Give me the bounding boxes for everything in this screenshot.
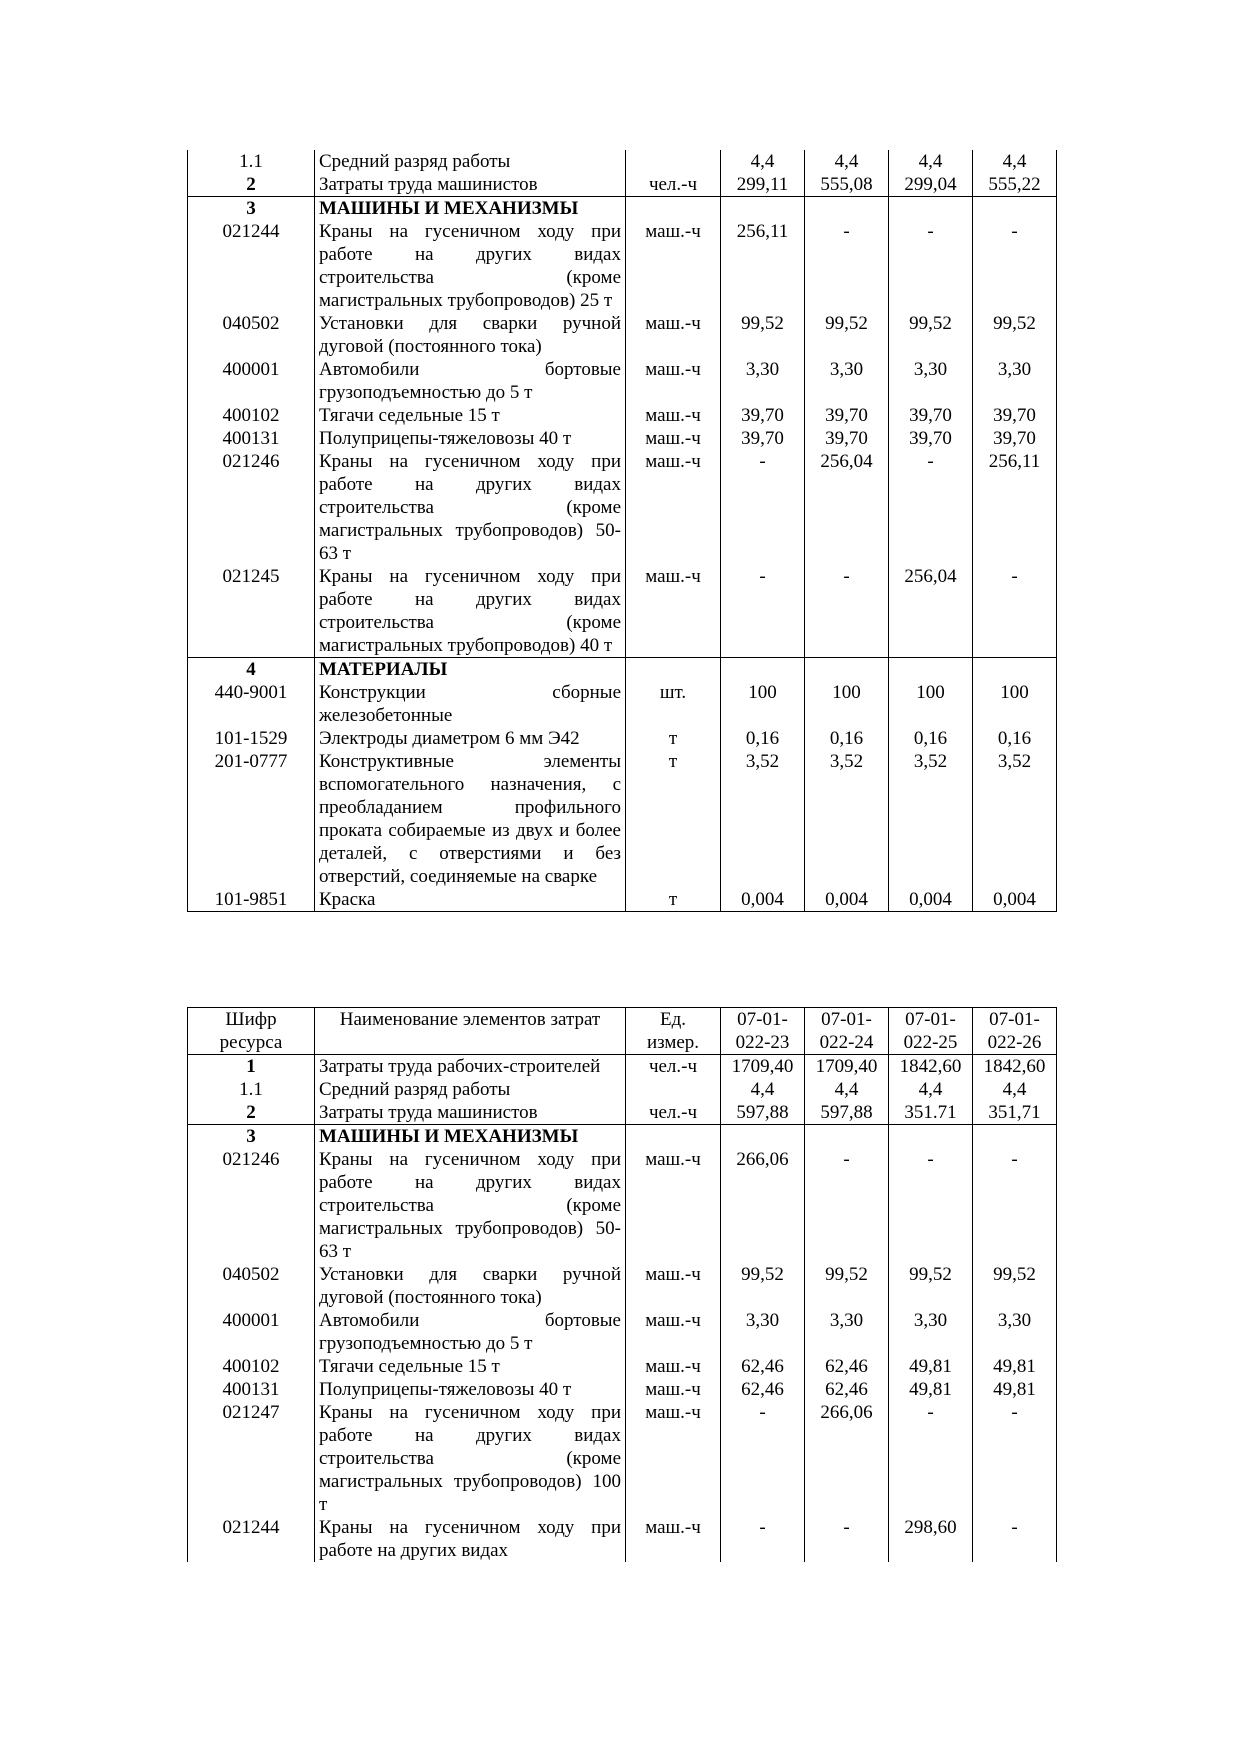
value-022-26: 99,52 xyxy=(973,1263,1057,1309)
value-022-20: 100 xyxy=(805,681,889,727)
value-022-26: 49,81 xyxy=(973,1378,1057,1401)
unit: маш.-ч xyxy=(626,450,721,565)
table-row xyxy=(188,1101,1057,1125)
resource-name: Средний разряд работы xyxy=(315,1078,626,1101)
resource-name: Затраты труда машинистов xyxy=(315,1101,626,1125)
value-022-20: 4,4 xyxy=(805,150,889,173)
resource-code: 440-9001 xyxy=(188,681,315,727)
value-022-22: 0,004 xyxy=(973,888,1057,912)
value-022-24: - xyxy=(805,1516,889,1562)
header-col-022-24: 07-01- 022-24 xyxy=(805,1008,889,1055)
value-022-21: 3,30 xyxy=(889,358,973,404)
value-022-22: 3,30 xyxy=(973,358,1057,404)
resource-code: 021244 xyxy=(188,1516,315,1562)
value-022-19: - xyxy=(721,565,805,658)
value-022-24: 99,52 xyxy=(805,1263,889,1309)
section-row xyxy=(188,197,1057,221)
table-row xyxy=(188,565,1057,658)
resource-name: Тягачи седельные 15 т xyxy=(315,404,626,427)
value-022-22: - xyxy=(973,565,1057,658)
value-022-22: 3,52 xyxy=(973,750,1057,888)
value-022-25: 99,52 xyxy=(889,1263,973,1309)
table-header-row xyxy=(188,1008,1057,1055)
value-022-20: - xyxy=(805,565,889,658)
resource-code: 021244 xyxy=(188,220,315,312)
value-022-21: 39,70 xyxy=(889,404,973,427)
resource-name: Полуприцепы-тяжеловозы 40 т xyxy=(315,427,626,450)
value-022-19: 299,11 xyxy=(721,173,805,197)
value-022-21: 99,52 xyxy=(889,312,973,358)
resource-name: Краны на гусеничном ходу при работе на других видах строительства (кроме магистральных трубопроводов) 100 т xyxy=(315,1401,626,1516)
table-row xyxy=(188,1516,1057,1562)
value-022-26: 1842,60 xyxy=(973,1055,1057,1079)
resource-code: 040502 xyxy=(188,312,315,358)
unit: чел.-ч xyxy=(626,1101,721,1125)
value-022-21: 256,04 xyxy=(889,565,973,658)
value-022-19: 99,52 xyxy=(721,312,805,358)
section-code: 4 xyxy=(188,658,315,682)
resource-code: 2 xyxy=(188,173,315,197)
value-022-24: 4,4 xyxy=(805,1078,889,1101)
table-row xyxy=(188,358,1057,404)
table-row xyxy=(188,450,1057,565)
value-022-25: - xyxy=(889,1148,973,1263)
value-022-23: 62,46 xyxy=(721,1378,805,1401)
section-title: МАШИНЫ И МЕХАНИЗМЫ xyxy=(315,1125,626,1149)
value-022-20: 0,004 xyxy=(805,888,889,912)
resource-name: Средний разряд работы xyxy=(315,150,626,173)
unit: т xyxy=(626,727,721,750)
value-022-20: 3,30 xyxy=(805,358,889,404)
header-unit: Ед. измер. xyxy=(626,1008,721,1055)
table-row xyxy=(188,888,1057,912)
value-022-22: 39,70 xyxy=(973,427,1057,450)
value-022-25: 49,81 xyxy=(889,1378,973,1401)
resource-name: Краны на гусеничном ходу при работе на других видах строительства (кроме магистральных трубопроводов) 50-63 т xyxy=(315,1148,626,1263)
unit: шт. xyxy=(626,681,721,727)
value-022-22: 99,52 xyxy=(973,312,1057,358)
unit: маш.-ч xyxy=(626,565,721,658)
value-022-21: 39,70 xyxy=(889,427,973,450)
value-022-22: - xyxy=(973,220,1057,312)
unit: маш.-ч xyxy=(626,1309,721,1355)
value-022-19: 4,4 xyxy=(721,150,805,173)
value-022-22: 0,16 xyxy=(973,727,1057,750)
resource-name: Электроды диаметром 6 мм Э42 xyxy=(315,727,626,750)
value-022-22: 4,4 xyxy=(973,150,1057,173)
header-col-022-23: 07-01- 022-23 xyxy=(721,1008,805,1055)
resource-code: 021246 xyxy=(188,450,315,565)
unit: маш.-ч xyxy=(626,1378,721,1401)
value-022-20: 555,08 xyxy=(805,173,889,197)
table-row xyxy=(188,312,1057,358)
resource-name: Установки для сварки ручной дуговой (постоянного тока) xyxy=(315,1263,626,1309)
section-row xyxy=(188,1125,1057,1149)
value-022-21: 100 xyxy=(889,681,973,727)
resource-name: Конструкции сборные железобетонные xyxy=(315,681,626,727)
value-022-25: 4,4 xyxy=(889,1078,973,1101)
unit: т xyxy=(626,750,721,888)
unit: маш.-ч xyxy=(626,427,721,450)
resource-code: 201-0777 xyxy=(188,750,315,888)
unit: чел.-ч xyxy=(626,1055,721,1079)
resource-code: 040502 xyxy=(188,1263,315,1309)
resource-code: 400131 xyxy=(188,427,315,450)
table-row xyxy=(188,1401,1057,1516)
resource-name: Автомобили бортовые грузоподъемностью до 5 т xyxy=(315,1309,626,1355)
value-022-21: 3,52 xyxy=(889,750,973,888)
unit: маш.-ч xyxy=(626,1401,721,1516)
value-022-23: 266,06 xyxy=(721,1148,805,1263)
table-row xyxy=(188,173,1057,197)
value-022-26: - xyxy=(973,1401,1057,1516)
section-code: 3 xyxy=(188,197,315,221)
value-022-20: 0,16 xyxy=(805,727,889,750)
resource-name: Установки для сварки ручной дуговой (постоянного тока) xyxy=(315,312,626,358)
table-row xyxy=(188,150,1057,173)
value-022-24: 266,06 xyxy=(805,1401,889,1516)
header-col-022-25: 07-01- 022-25 xyxy=(889,1008,973,1055)
unit xyxy=(626,1078,721,1101)
value-022-20: 39,70 xyxy=(805,427,889,450)
unit: маш.-ч xyxy=(626,1516,721,1562)
value-022-23: 1709,40 xyxy=(721,1055,805,1079)
value-022-19: 39,70 xyxy=(721,404,805,427)
table-row xyxy=(188,1148,1057,1263)
table-row xyxy=(188,1309,1057,1355)
section-code: 3 xyxy=(188,1125,315,1149)
resource-code: 021246 xyxy=(188,1148,315,1263)
resource-code: 400102 xyxy=(188,404,315,427)
value-022-23: 99,52 xyxy=(721,1263,805,1309)
value-022-20: - xyxy=(805,220,889,312)
header-name: Наименование элементов затрат xyxy=(315,1008,626,1055)
value-022-21: - xyxy=(889,450,973,565)
unit: маш.-ч xyxy=(626,1148,721,1263)
value-022-25: 49,81 xyxy=(889,1355,973,1378)
resource-code: 021247 xyxy=(188,1401,315,1516)
table-row xyxy=(188,681,1057,727)
value-022-26: 49,81 xyxy=(973,1355,1057,1378)
value-022-19: - xyxy=(721,450,805,565)
value-022-19: 3,30 xyxy=(721,358,805,404)
value-022-25: 3,30 xyxy=(889,1309,973,1355)
value-022-25: 351.71 xyxy=(889,1101,973,1125)
value-022-21: 299,04 xyxy=(889,173,973,197)
resource-code: 2 xyxy=(188,1101,315,1125)
value-022-23: 3,30 xyxy=(721,1309,805,1355)
unit: маш.-ч xyxy=(626,220,721,312)
resource-table xyxy=(187,1007,1057,1562)
value-022-21: 0,004 xyxy=(889,888,973,912)
table-row xyxy=(188,1263,1057,1309)
resource-name: Полуприцепы-тяжеловозы 40 т xyxy=(315,1378,626,1401)
value-022-24: - xyxy=(805,1148,889,1263)
unit: маш.-ч xyxy=(626,1263,721,1309)
value-022-22: 555,22 xyxy=(973,173,1057,197)
header-code: Шифр ресурса xyxy=(188,1008,315,1055)
resource-name: Затраты труда машинистов xyxy=(315,173,626,197)
resource-code: 400102 xyxy=(188,1355,315,1378)
value-022-19: 3,52 xyxy=(721,750,805,888)
value-022-24: 3,30 xyxy=(805,1309,889,1355)
value-022-20: 3,52 xyxy=(805,750,889,888)
resource-code: 400001 xyxy=(188,1309,315,1355)
value-022-19: 39,70 xyxy=(721,427,805,450)
value-022-26: 3,30 xyxy=(973,1309,1057,1355)
resource-name: Краны на гусеничном ходу при работе на других видах строительства (кроме магистральных трубопроводов) 50-63 т xyxy=(315,450,626,565)
value-022-24: 62,46 xyxy=(805,1355,889,1378)
value-022-23: - xyxy=(721,1516,805,1562)
value-022-26: - xyxy=(973,1148,1057,1263)
value-022-24: 1709,40 xyxy=(805,1055,889,1079)
resource-code: 1.1 xyxy=(188,150,315,173)
table-row xyxy=(188,427,1057,450)
unit: маш.-ч xyxy=(626,312,721,358)
resource-name: Краны на гусеничном ходу при работе на других видах строительства (кроме магистральных трубопроводов) 40 т xyxy=(315,565,626,658)
unit: маш.-ч xyxy=(626,1355,721,1378)
unit: чел.-ч xyxy=(626,173,721,197)
resource-name: Краны на гусеничном ходу при работе на других видах строительства (кроме магистральных трубопроводов) 25 т xyxy=(315,220,626,312)
resource-code: 400131 xyxy=(188,1378,315,1401)
value-022-21: - xyxy=(889,220,973,312)
table-row xyxy=(188,1055,1057,1079)
table-row xyxy=(188,1078,1057,1101)
unit: маш.-ч xyxy=(626,404,721,427)
value-022-19: 256,11 xyxy=(721,220,805,312)
value-022-25: - xyxy=(889,1401,973,1516)
value-022-26: - xyxy=(973,1516,1057,1562)
resource-name: Краны на гусеничном ходу при работе на других видах xyxy=(315,1516,626,1562)
value-022-20: 39,70 xyxy=(805,404,889,427)
value-022-26: 4,4 xyxy=(973,1078,1057,1101)
header-col-022-26: 07-01- 022-26 xyxy=(973,1008,1057,1055)
table-row xyxy=(188,1355,1057,1378)
value-022-23: 62,46 xyxy=(721,1355,805,1378)
resource-table-continued xyxy=(187,150,1057,912)
value-022-26: 351,71 xyxy=(973,1101,1057,1125)
table-row xyxy=(188,727,1057,750)
resource-name: Краска xyxy=(315,888,626,912)
section-row xyxy=(188,658,1057,682)
resource-name: Конструктивные элементы вспомогательного назначения, с преобладанием профильного проката собираемые из двух и более деталей, с отверстиями и без отверстий, соединяемые на сварке xyxy=(315,750,626,888)
resource-code: 021245 xyxy=(188,565,315,658)
resource-code: 1.1 xyxy=(188,1078,315,1101)
value-022-19: 0,004 xyxy=(721,888,805,912)
unit xyxy=(626,150,721,173)
value-022-24: 597,88 xyxy=(805,1101,889,1125)
value-022-21: 4,4 xyxy=(889,150,973,173)
resource-code: 1 xyxy=(188,1055,315,1079)
table-row xyxy=(188,404,1057,427)
resource-name: Автомобили бортовые грузоподъемностью до 5 т xyxy=(315,358,626,404)
value-022-25: 298,60 xyxy=(889,1516,973,1562)
value-022-20: 256,04 xyxy=(805,450,889,565)
resource-code: 400001 xyxy=(188,358,315,404)
value-022-22: 39,70 xyxy=(973,404,1057,427)
resource-code: 101-9851 xyxy=(188,888,315,912)
unit: т xyxy=(626,888,721,912)
resource-code: 101-1529 xyxy=(188,727,315,750)
section-title: МАШИНЫ И МЕХАНИЗМЫ xyxy=(315,197,626,221)
value-022-23: 597,88 xyxy=(721,1101,805,1125)
value-022-23: 4,4 xyxy=(721,1078,805,1101)
section-title: МАТЕРИАЛЫ xyxy=(315,658,626,682)
value-022-23: - xyxy=(721,1401,805,1516)
value-022-22: 100 xyxy=(973,681,1057,727)
value-022-21: 0,16 xyxy=(889,727,973,750)
resource-name: Затраты труда рабочих-строителей xyxy=(315,1055,626,1079)
value-022-25: 1842,60 xyxy=(889,1055,973,1079)
value-022-22: 256,11 xyxy=(973,450,1057,565)
resource-name: Тягачи седельные 15 т xyxy=(315,1355,626,1378)
value-022-20: 99,52 xyxy=(805,312,889,358)
value-022-19: 100 xyxy=(721,681,805,727)
table-row xyxy=(188,220,1057,312)
value-022-19: 0,16 xyxy=(721,727,805,750)
table-row xyxy=(188,1378,1057,1401)
table-row xyxy=(188,750,1057,888)
unit: маш.-ч xyxy=(626,358,721,404)
value-022-24: 62,46 xyxy=(805,1378,889,1401)
